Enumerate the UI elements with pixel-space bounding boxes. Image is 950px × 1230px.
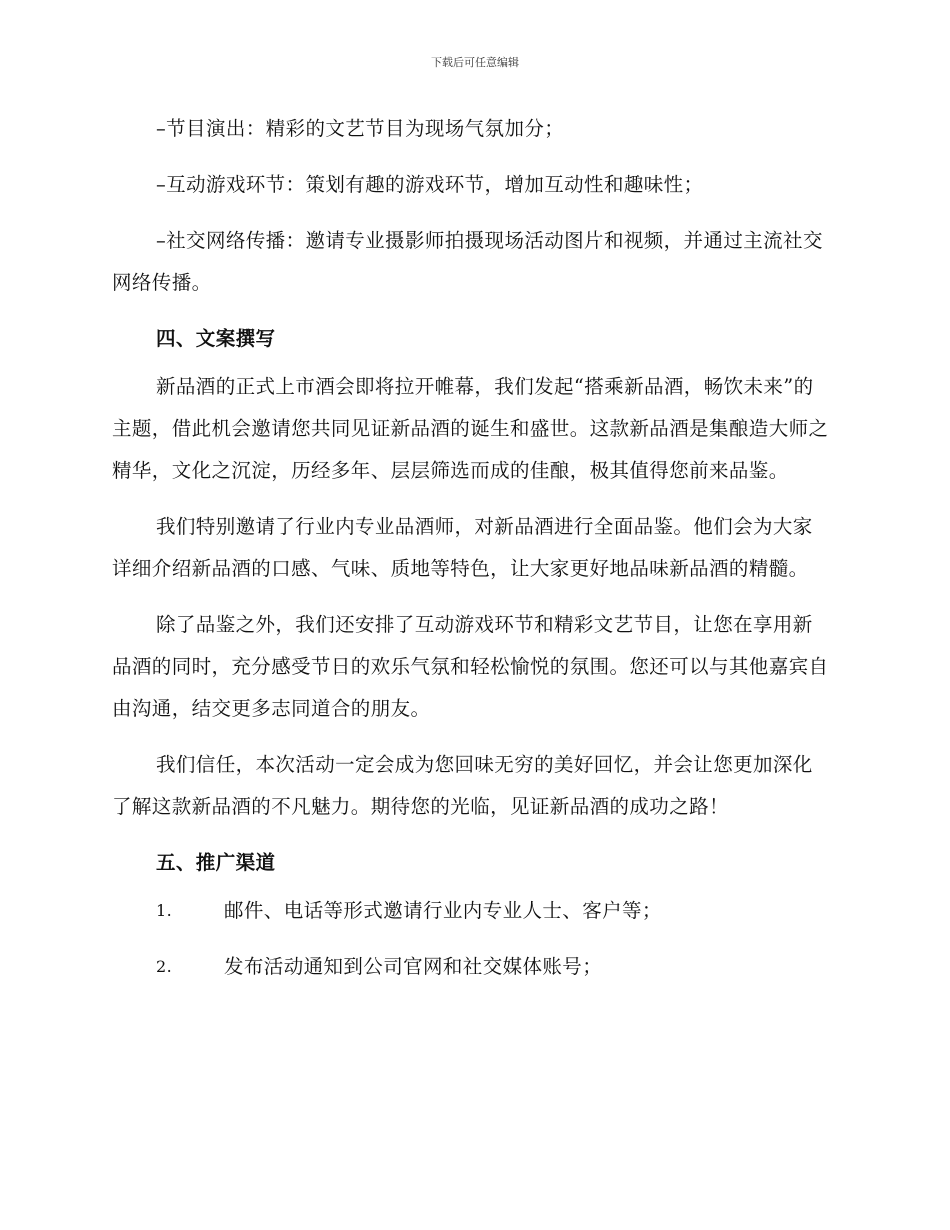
numbered-list-item (112, 890, 832, 932)
bullet-interactive-games: –互动游戏环节：策划有趣的游戏环节，增加互动性和趣味性； (156, 173, 704, 196)
bullet-social-media: –社交网络传播：邀请专业摄影师拍摄现场活动图片和视频，并通过主流社交网络传播。 (112, 229, 823, 294)
page-header-note: 下载后可任意编辑 (431, 56, 519, 69)
section-heading-promotion: 五、推广渠道 (156, 851, 276, 874)
list-number: 1. (156, 901, 173, 920)
section-heading-copywriting: 四、文案撰写 (156, 327, 276, 350)
list-item-text: 邮件、电话等形式邀请行业内专业人士、客户等； (224, 899, 662, 922)
numbered-list-item (112, 946, 832, 988)
bullet-program-performance: –节目演出：精彩的文艺节目为现场气氛加分； (156, 117, 565, 140)
copy-paragraph: 新品酒的正式上市酒会即将拉开帷幕，我们发起“搭乘新品酒，畅饮未来”的主题，借此机会邀请您共同见证新品酒的诞生和盛世。这款新品酒是集酿造大师之精华，文化之沉淀，历经多年、层层筛选而成的佳酿，极其值得您前来品鉴。 (112, 375, 829, 482)
list-item-text: 发布活动通知到公司官网和社交媒体账号； (224, 955, 603, 978)
copy-paragraph: 我们信任，本次活动一定会成为您回味无穷的美好回忆，并会让您更加深化了解这款新品酒的不凡魅力。期待您的光临，见证新品酒的成功之路！ (112, 753, 813, 818)
document-body (112, 108, 832, 1002)
list-number: 2. (156, 957, 173, 976)
copy-paragraph: 除了品鉴之外，我们还安排了互动游戏环节和精彩文艺节目，让您在享用新品酒的同时，充分感受节日的欢乐气氛和轻松愉悦的氛围。您还可以与其他嘉宾自由沟通，结交更多志同道合的朋友。 (112, 613, 829, 720)
copy-paragraph: 我们特别邀请了行业内专业品酒师，对新品酒进行全面品鉴。他们会为大家详细介绍新品酒的口感、气味、质地等特色，让大家更好地品味新品酒的精髓。 (112, 515, 813, 580)
